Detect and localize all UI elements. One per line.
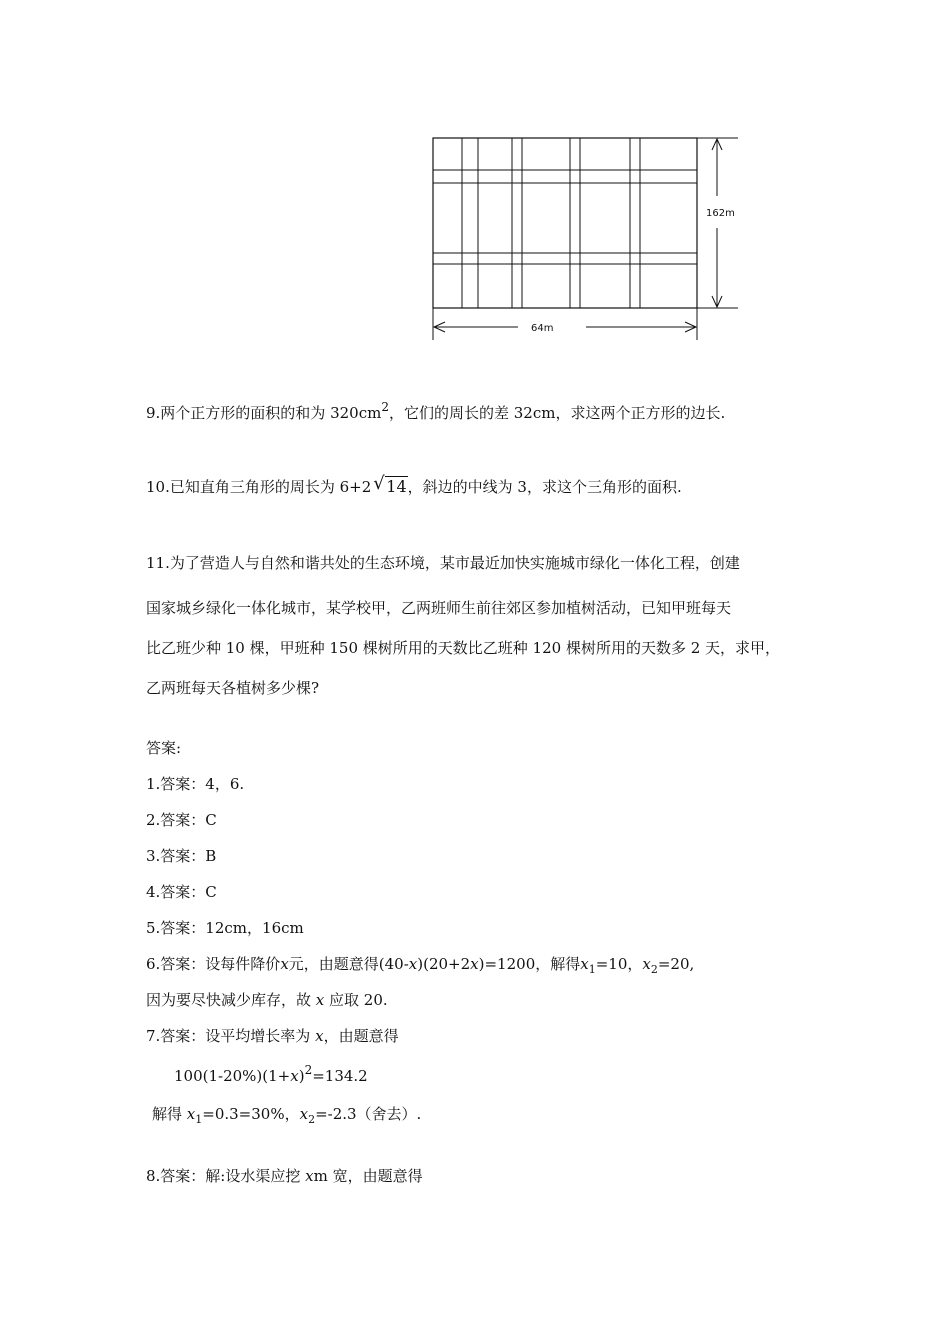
a7-eq-text-1: 100(1-20%)(1+ bbox=[174, 1067, 291, 1085]
a7-sol-text-1: 解得 bbox=[152, 1105, 187, 1123]
a6-text-5: =10， bbox=[595, 955, 643, 973]
field-diagram bbox=[420, 128, 750, 344]
horizontal-channels bbox=[433, 170, 697, 264]
answer-1: 1.答案：4，6. bbox=[146, 775, 245, 793]
answer-7-equation bbox=[174, 1063, 368, 1087]
a6-var-x: x bbox=[470, 955, 479, 973]
q10-lead: 10.已知直角三角形的周长为 6+2 bbox=[146, 478, 372, 496]
width-label: 64m bbox=[531, 323, 554, 334]
height-dimension bbox=[697, 138, 738, 308]
a6-text-2: 元，由题意得(40- bbox=[288, 955, 409, 973]
answer-6 bbox=[146, 954, 694, 976]
answer-2: 2.答案：C bbox=[146, 811, 217, 829]
a6-var-x1: x bbox=[580, 955, 589, 973]
a6-var-x: x bbox=[408, 955, 418, 973]
a6-text-4: )=1200，解得 bbox=[478, 955, 581, 973]
question-11-line-1: 11.为了营造人与自然和谐共处的生态环境，某市最近加快实施城市绿化一体化工程，创建 bbox=[146, 554, 740, 572]
vertical-channels bbox=[462, 138, 640, 308]
a6b-var-x: x bbox=[315, 991, 325, 1009]
question-10 bbox=[146, 473, 682, 497]
answer-7-solution bbox=[152, 1104, 421, 1126]
answer-8 bbox=[146, 1166, 423, 1186]
q10-radicand: 14 bbox=[386, 477, 407, 496]
a6-var-x2: x bbox=[642, 955, 651, 973]
a7-eq-superscript: 2 bbox=[304, 1063, 313, 1077]
answer-5: 5.答案：12cm，16cm bbox=[146, 919, 304, 937]
a8-var-x: x bbox=[305, 1167, 314, 1185]
q9-tail: ，它们的周长的差 32cm，求这两个正方形的边长. bbox=[388, 404, 726, 422]
a7-var-x: x bbox=[315, 1027, 324, 1045]
a7-text-1: 7.答案：设平均增长率为 bbox=[146, 1027, 316, 1045]
a7-eq-text-2: ) bbox=[298, 1067, 305, 1085]
a7-sol-var-x1: x bbox=[186, 1105, 196, 1123]
a7-eq-text-3: =134.2 bbox=[312, 1067, 368, 1085]
answer-6-line-2 bbox=[146, 990, 388, 1010]
field-diagram-svg bbox=[420, 128, 750, 344]
a7-sol-text-2: =0.3=30%， bbox=[202, 1105, 300, 1123]
q9-superscript: 2 bbox=[381, 400, 389, 414]
answer-7 bbox=[146, 1026, 399, 1046]
height-label: 162m bbox=[706, 208, 735, 219]
a7-sol-text-3: =-2.3（舍去）. bbox=[315, 1105, 422, 1123]
sqrt-expression bbox=[373, 473, 407, 497]
a7-eq-var-x: x bbox=[290, 1067, 299, 1085]
a7-sol-subscript-1: 1 bbox=[195, 1113, 203, 1126]
a7-sol-var-x2: x bbox=[299, 1105, 309, 1123]
a6b-text-2: 应取 20. bbox=[324, 991, 388, 1009]
radical-sign: √ bbox=[373, 473, 385, 494]
field-outline bbox=[433, 138, 697, 308]
a6-var-x: x bbox=[280, 955, 289, 973]
a7-sol-subscript-2: 2 bbox=[308, 1113, 316, 1126]
a6-text-6: =20, bbox=[657, 955, 695, 973]
a8-text-1: 8.答案：解:设水渠应挖 bbox=[146, 1167, 306, 1185]
answers-header: 答案: bbox=[146, 739, 182, 757]
a6-text-3: )(20+2 bbox=[417, 955, 471, 973]
a6-subscript-2: 2 bbox=[650, 963, 658, 976]
question-11-line-3: 比乙班少种 10 棵，甲班种 150 棵树所用的天数比乙班种 120 棵树所用的天数多 2 天，求甲， bbox=[146, 639, 781, 657]
a6b-text-1: 因为要尽快减少库存，故 bbox=[146, 991, 316, 1009]
a8-text-2: m 宽，由题意得 bbox=[313, 1167, 423, 1185]
q9-lead: 9.两个正方形的面积的和为 320cm bbox=[146, 404, 382, 422]
a6-subscript-1: 1 bbox=[588, 963, 596, 976]
a7-text-2: ，由题意得 bbox=[323, 1027, 399, 1045]
question-9 bbox=[146, 400, 726, 424]
question-11-line-2: 国家城乡绿化一体化城市，某学校甲，乙两班师生前往郊区参加植树活动，已知甲班每天 bbox=[146, 599, 732, 617]
q10-tail: ，斜边的中线为 3，求这个三角形的面积. bbox=[407, 478, 682, 496]
question-11-line-4: 乙两班每天各植树多少棵? bbox=[146, 679, 320, 697]
answer-3: 3.答案：B bbox=[146, 847, 217, 865]
a6-text-1: 6.答案：设每件降价 bbox=[146, 955, 281, 973]
width-dimension bbox=[433, 308, 697, 340]
answer-4: 4.答案：C bbox=[146, 883, 217, 901]
